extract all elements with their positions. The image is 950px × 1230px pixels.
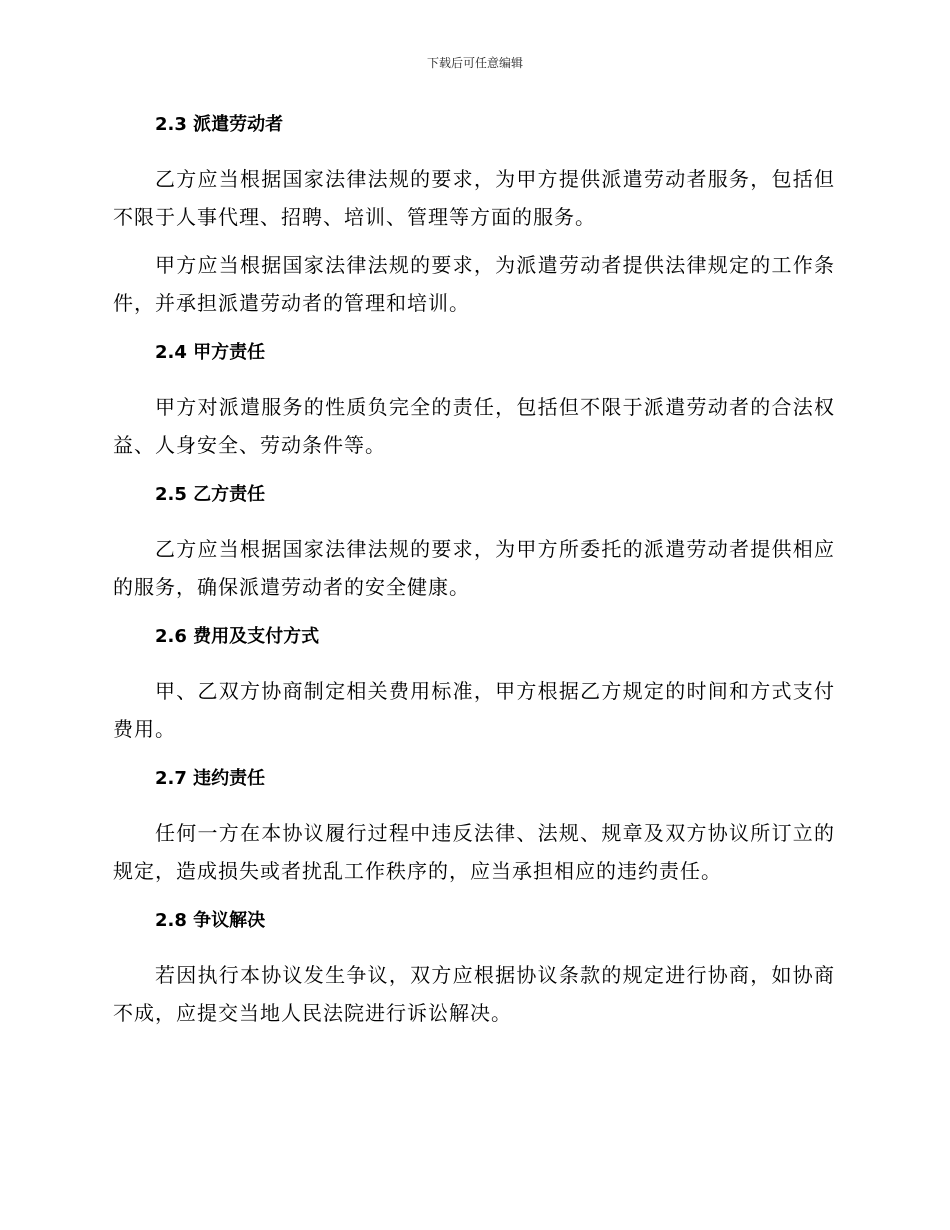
document-body xyxy=(113,112,835,1050)
paragraph: 甲方对派遣服务的性质负完全的责任，包括但不限于派遣劳动者的合法权益、人身安全、劳动条件等。 xyxy=(113,395,835,457)
section-2-7 xyxy=(113,766,835,890)
page-header: 下载后可任意编辑 xyxy=(426,56,523,70)
section-2-6 xyxy=(113,624,835,748)
paragraph: 甲、乙双方协商制定相关费用标准，甲方根据乙方规定的时间和方式支付费用。 xyxy=(113,679,835,741)
section-title: 2.6 费用及支付方式 xyxy=(155,626,320,647)
paragraph: 任何一方在本协议履行过程中违反法律、法规、规章及双方协议所订立的规定，造成损失或者扰乱工作秩序的，应当承担相应的违约责任。 xyxy=(113,821,835,883)
section-title: 2.3 派遣劳动者 xyxy=(155,114,284,135)
section-2-8 xyxy=(113,908,835,1032)
paragraph: 若因执行本协议发生争议，双方应根据协议条款的规定进行协商，如协商不成，应提交当地人民法院进行诉讼解决。 xyxy=(113,963,835,1025)
section-title: 2.7 违约责任 xyxy=(155,768,266,789)
section-title: 2.8 争议解决 xyxy=(155,910,266,931)
section-title: 2.5 乙方责任 xyxy=(155,484,266,505)
section-title: 2.4 甲方责任 xyxy=(155,342,266,363)
paragraph: 乙方应当根据国家法律法规的要求，为甲方所委托的派遣劳动者提供相应的服务，确保派遣劳动者的安全健康。 xyxy=(113,537,835,599)
paragraph: 乙方应当根据国家法律法规的要求，为甲方提供派遣劳动者服务，包括但不限于人事代理、招聘、培训、管理等方面的服务。 xyxy=(113,167,835,229)
paragraph: 甲方应当根据国家法律法规的要求，为派遣劳动者提供法律规定的工作条件，并承担派遣劳动者的管理和培训。 xyxy=(113,253,835,315)
section-2-4 xyxy=(113,340,835,464)
section-2-5 xyxy=(113,482,835,606)
section-2-3 xyxy=(113,112,835,322)
